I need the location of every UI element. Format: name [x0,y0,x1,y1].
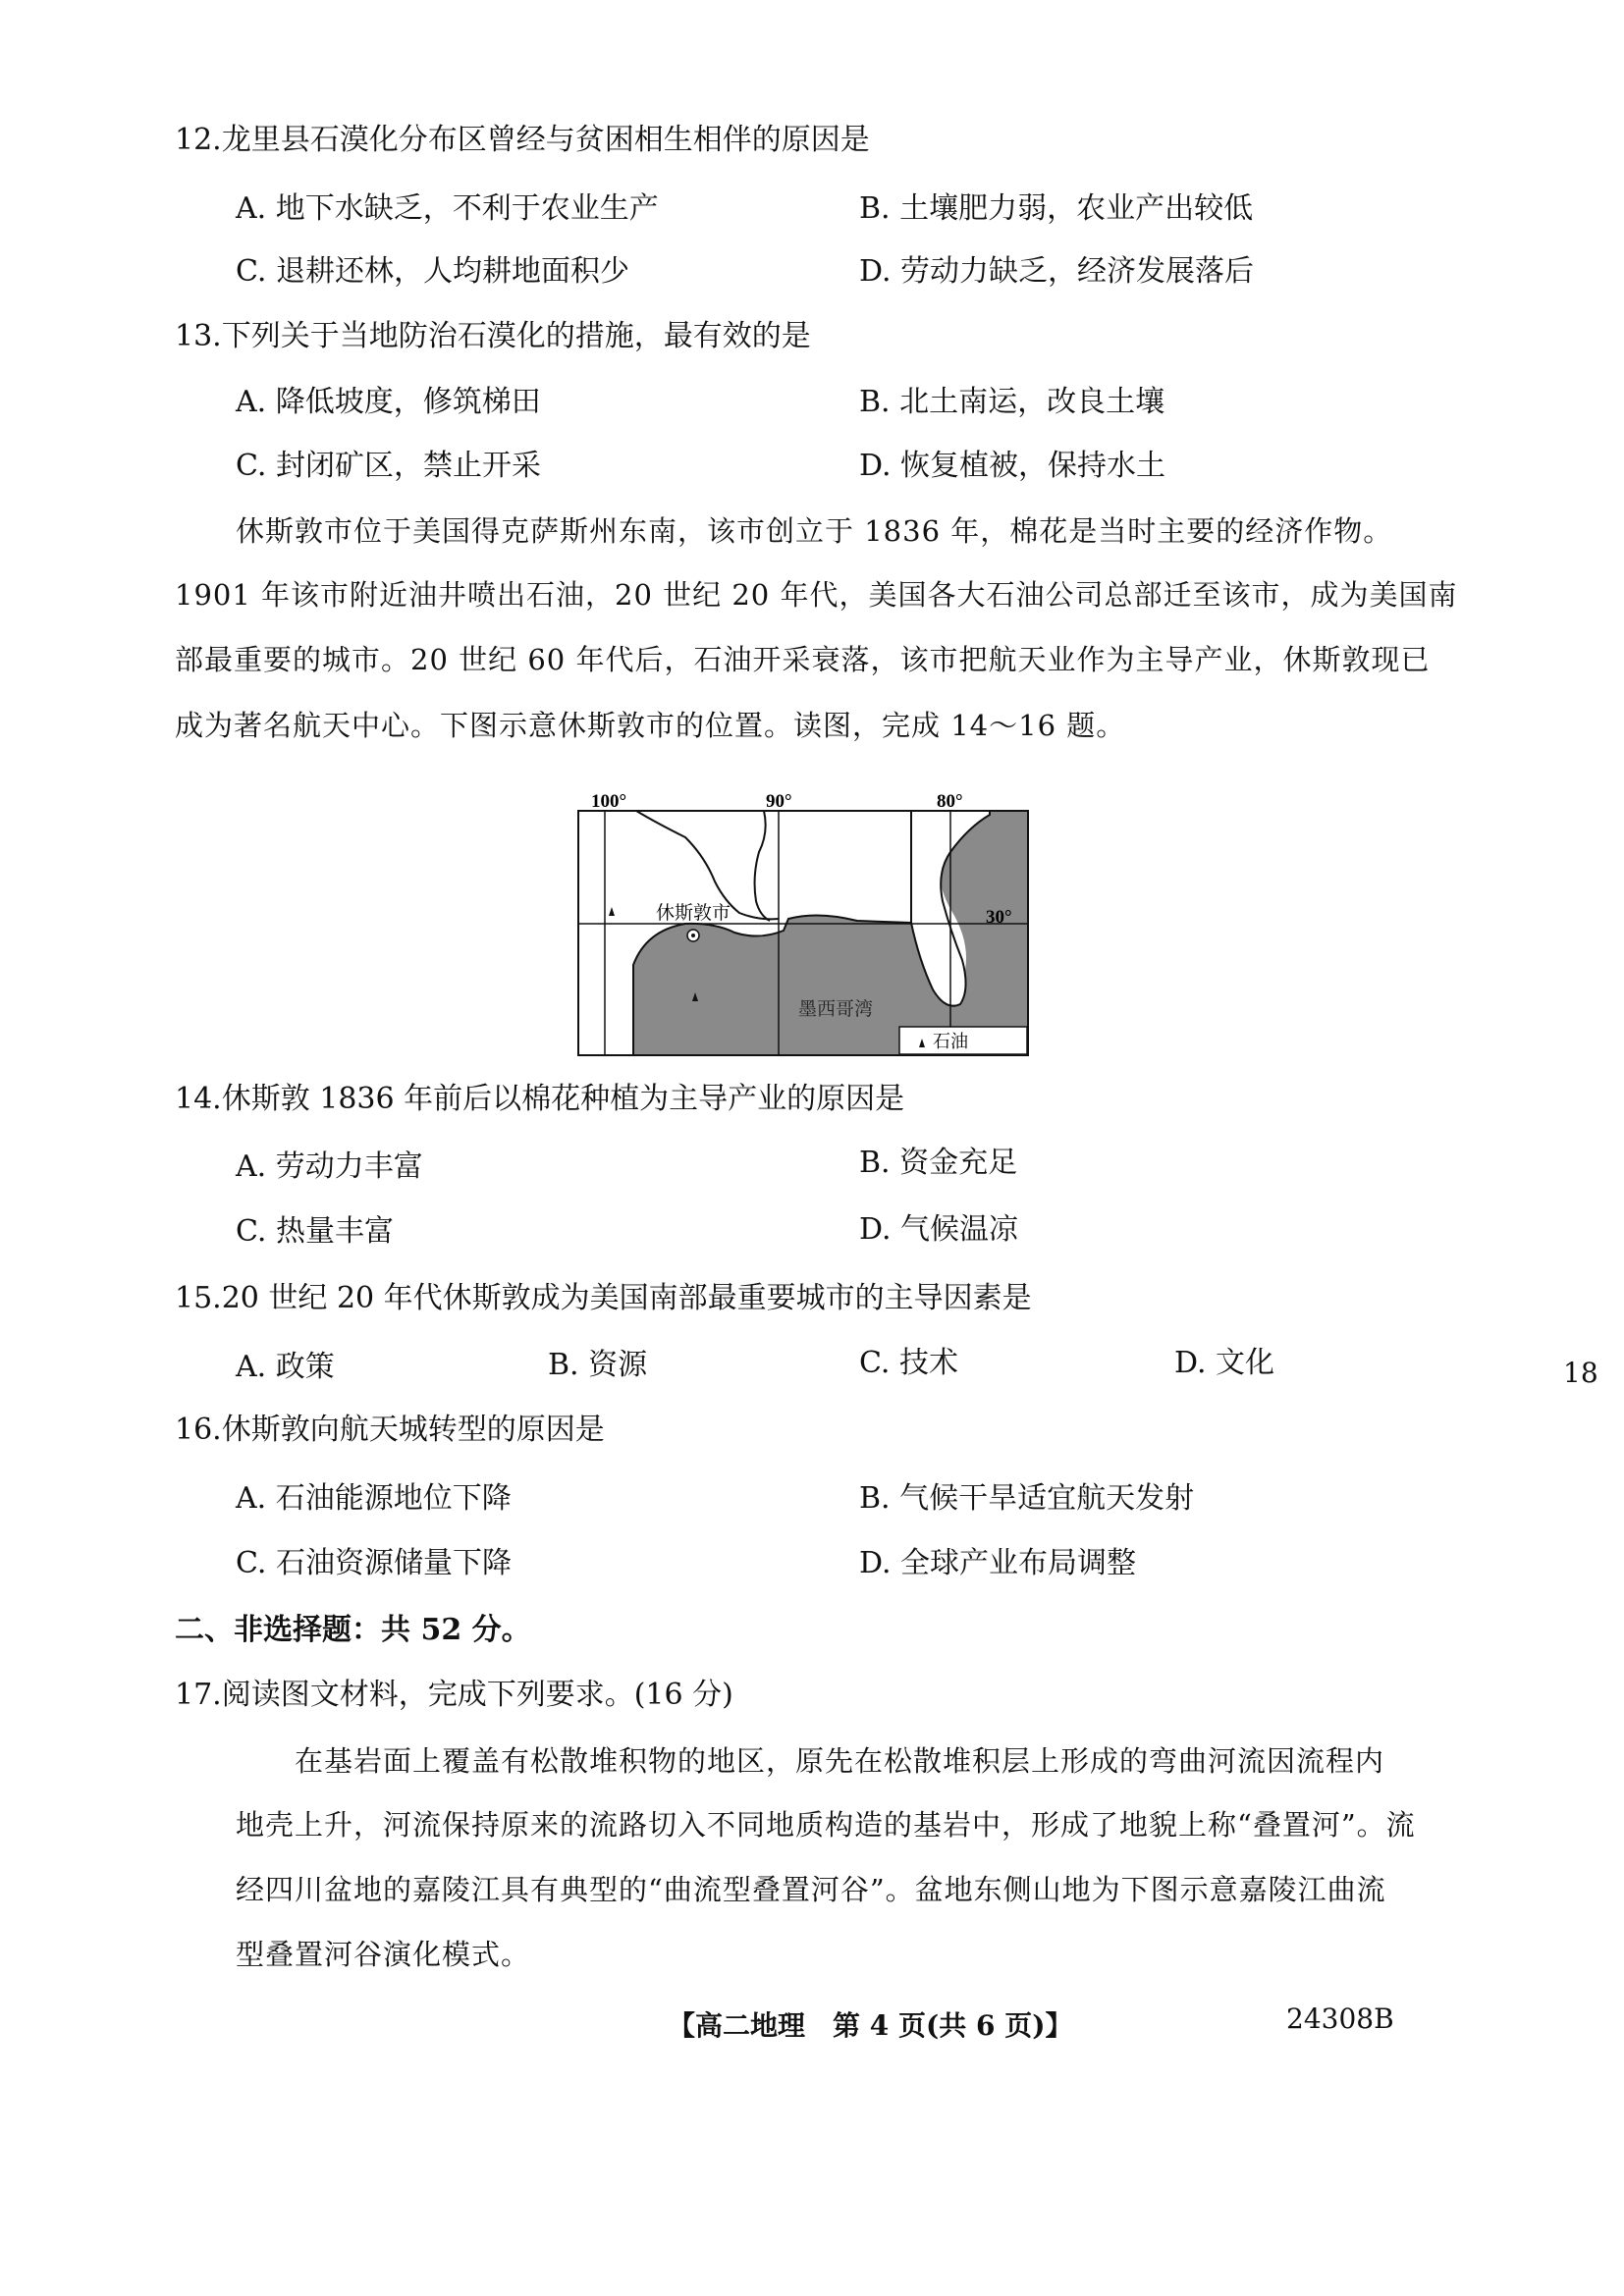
question-13-option-a: A. 降低坡度，修筑梯田 [236,385,541,419]
question-14-stem: 14.休斯敦 1836 年前后以棉花种植为主导产业的原因是 [175,1082,905,1116]
question-13-stem: 13.下列关于当地防治石漠化的措施，最有效的是 [175,319,811,353]
question-16-option-a: A. 石油能源地位下降 [236,1481,512,1516]
question-12-option-a: A. 地下水缺乏，不利于农业生产 [236,191,659,226]
passage-line-4: 成为著名航天中心。下图示意休斯敦市的位置。读图，完成 14～16 题。 [175,709,1126,742]
question-12-option-b: B. 土壤肥力弱，农业产出较低 [859,191,1254,226]
question-15-option-d: D. 文化 [1174,1346,1275,1380]
question-16-stem: 16.休斯敦向航天城转型的原因是 [175,1413,605,1447]
question-17-stem: 17.阅读图文材料，完成下列要求。(16 分) [175,1678,733,1712]
lon-label-90: 90° [766,793,792,812]
passage-line-1: 休斯敦市位于美国得克萨斯州东南，该市创立于 1836 年，棉花是当时主要的经济作物。 [236,514,1393,548]
question-13-option-c: C. 封闭矿区，禁止开采 [236,449,541,483]
houston-location-map [577,793,1029,1056]
question-14-option-d: D. 气候温凉 [859,1212,1019,1247]
question-15-stem: 15.20 世纪 20 年代休斯敦成为美国南部最重要城市的主导因素是 [175,1281,1032,1315]
question-15-option-a: A. 政策 [236,1350,335,1384]
q17-passage-line-4: 型叠置河谷演化模式。 [236,1938,531,1971]
question-13-option-b: B. 北土南运，改良土壤 [859,385,1165,419]
q17-passage-line-2: 地壳上升，河流保持原来的流路切入不同地质构造的基岩中，形成了地貌上称“叠置河”。流 [236,1808,1416,1842]
question-15-option-c: C. 技术 [859,1346,958,1380]
lon-label-80: 80° [937,793,963,812]
question-14-option-c: C. 热量丰富 [236,1214,394,1249]
question-13-option-d: D. 恢复植被，保持水土 [859,449,1166,483]
question-12-option-c: C. 退耕还林，人均耕地面积少 [236,254,629,289]
city-label: 休斯敦市 [656,902,731,924]
question-16-option-c: C. 石油资源储量下降 [236,1546,512,1580]
paper-code: 24308B [1286,2002,1394,2035]
gulf-label: 墨西哥湾 [798,998,874,1020]
question-15-option-b: B. 资源 [548,1348,648,1382]
lon-label-100: 100° [591,793,627,812]
question-12-option-d: D. 劳动力缺乏，经济发展落后 [859,254,1255,289]
section-2-title: 二、非选择题：共 52 分。 [175,1613,531,1647]
question-14-option-a: A. 劳动力丰富 [236,1149,423,1184]
q17-passage-line-1: 在基岩面上覆盖有松散堆积物的地区，原先在松散堆积层上形成的弯曲河流因流程内 [295,1744,1385,1778]
q17-passage-line-3: 经四川盆地的嘉陵江具有典型的“曲流型叠置河谷”。盆地东侧山地为下图示意嘉陵江曲流 [236,1873,1386,1906]
question-16-option-d: D. 全球产业布局调整 [859,1546,1137,1580]
question-16-option-b: B. 气候干旱适宜航天发射 [859,1481,1195,1516]
page-footer-title: 【高二地理 第 4 页(共 6 页)】 [668,2009,1073,2042]
question-14-option-b: B. 资金充足 [859,1146,1018,1180]
question-12-stem: 12.龙里县石漠化分布区曾经与贫困相生相伴的原因是 [175,123,870,157]
passage-line-2: 1901 年该市附近油井喷出石油，20 世纪 20 年代，美国各大石油公司总部迁至该市，成为美国南 [175,578,1458,612]
passage-line-3: 部最重要的城市。20 世纪 60 年代后，石油开采衰落，该市把航天业作为主导产业，休斯敦现已 [175,643,1431,676]
legend-label: 石油 [933,1032,968,1052]
lat-label-30: 30° [986,907,1012,928]
side-page-number: 18 [1563,1357,1598,1389]
